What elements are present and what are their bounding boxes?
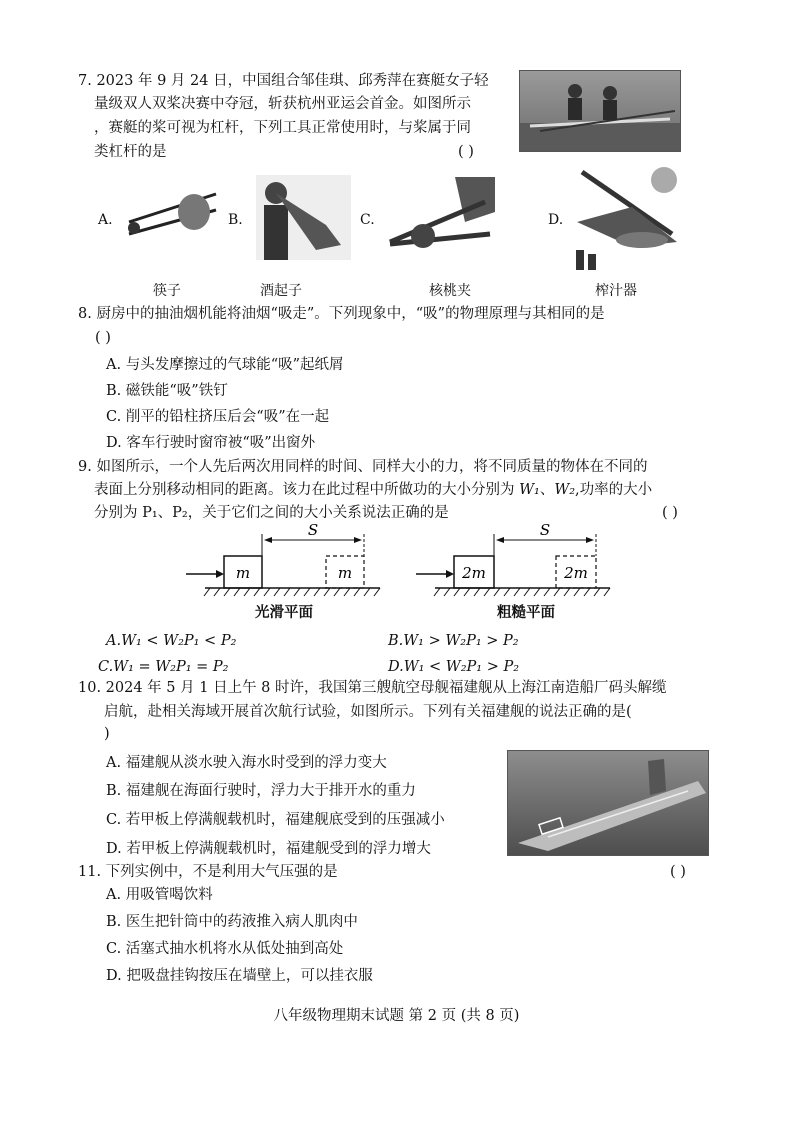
bottle-opener-image — [256, 175, 351, 260]
right-ghost-label: 2m — [564, 564, 588, 582]
q7-option-b-caption: 酒起子 — [260, 283, 302, 299]
q11-line-1: 11. 下列实例中，不是利用大气压强的是 — [78, 864, 338, 880]
q7-option-b-letter: B. — [228, 212, 243, 228]
q7-line-3: ，赛艇的桨可视为杠杆，下列工具正常使用时，与桨属于同 — [94, 120, 471, 136]
q8-option-a: A. 与头发摩擦过的气球能“吸”起纸屑 — [106, 357, 344, 373]
q7-line-2: 量级双人双桨决赛中夺冠，斩获杭州亚运会首金。如图所示 — [94, 96, 471, 112]
q7-line-4: 类杠杆的是 — [94, 144, 167, 160]
q9-option-a: A.W₁ < W₂P₁ < P₂ — [106, 633, 237, 649]
q7-option-a-letter: A. — [98, 212, 113, 228]
q9-answer-paren: ( ) — [662, 505, 678, 521]
q8-answer-paren: ( ) — [95, 330, 111, 346]
q10-option-b: B. 福建舰在海面行驶时，浮力大于排开水的重力 — [106, 783, 416, 799]
q10-option-a: A. 福建舰从淡水驶入海水时受到的浮力变大 — [106, 755, 387, 771]
q11-option-c: C. 活塞式抽水机将水从低处抽到高处 — [106, 941, 344, 957]
right-distance-label: S — [539, 522, 551, 539]
q11-option-a: A. 用吸管喝饮料 — [106, 887, 213, 903]
q11-option-b: B. 医生把针筒中的药液推入病人肌肉中 — [106, 914, 358, 930]
q9-line-2: 表面上分别移动相同的距离。该力在此过程中所做功的大小分别为 W₁、W₂,功率的大小 — [94, 482, 653, 498]
q8-option-c: C. 削平的铅柱挤压后会“吸”在一起 — [106, 409, 330, 425]
q9-line-3: 分别为 P₁、P₂，关于它们之间的大小关系说法正确的是 — [94, 505, 449, 521]
q8-option-d: D. 客车行驶时窗帘被“吸”出窗外 — [106, 435, 316, 451]
right-block-label: 2m — [462, 564, 486, 582]
q9-option-d: D.W₁ < W₂P₁ > P₂ — [388, 659, 520, 675]
q11-option-d: D. 把吸盘挂钩按压在墙壁上，可以挂衣服 — [106, 968, 373, 984]
q8-option-b: B. 磁铁能“吸”铁钉 — [106, 383, 228, 399]
nutcracker-image — [385, 172, 500, 260]
q9-force-diagram — [180, 522, 620, 602]
q10-line-1: 10. 2024 年 5 月 1 日上午 8 时许，我国第三艘航空母舰福建舰从上海江南造船厂码头解缆 — [78, 680, 667, 696]
q9-option-b: B.W₁ > W₂P₁ > P₂ — [388, 633, 519, 649]
q11-answer-paren: ( ) — [670, 864, 686, 880]
aircraft-carrier-photo — [507, 750, 709, 856]
q10-line-2: 启航，赴相关海域开展首次航行试验，如图所示。下列有关福建舰的说法正确的是( — [104, 704, 632, 720]
chopsticks-image — [124, 182, 224, 252]
smooth-surface-label: 光滑平面 — [255, 604, 313, 621]
q9-line-1: 9. 如图所示，一个人先后两次用同样的时间、同样大小的力，将不同质量的物体在不同的 — [78, 459, 648, 475]
q7-option-d-letter: D. — [548, 212, 564, 228]
q9-option-c: C.W₁ = W₂P₁ = P₂ — [98, 659, 229, 675]
q8-line-1: 8. 厨房中的抽油烟机能将油烟“吸走”。下列现象中，“吸”的物理原理与其相同的是 — [78, 306, 605, 322]
q7-line-1: 7. 2023 年 9 月 24 日，中国组合邹佳琪、邱秀萍在赛艇女子轻 — [78, 73, 489, 89]
q7-option-d-caption: 榨汁器 — [595, 283, 637, 299]
q7-option-a-caption: 筷子 — [153, 283, 181, 299]
left-block-label: m — [235, 564, 251, 582]
left-distance-label: S — [307, 522, 319, 539]
juicer-image — [572, 162, 684, 272]
q7-option-c-letter: C. — [360, 212, 375, 228]
rough-surface-label: 粗糙平面 — [497, 604, 555, 621]
left-ghost-label: m — [337, 564, 353, 582]
q7-answer-paren: ( ) — [458, 144, 474, 160]
page-footer: 八年级物理期末试题 第 2 页 (共 8 页) — [273, 1008, 520, 1024]
q7-option-c-caption: 核桃夹 — [429, 283, 471, 299]
rowing-photo — [519, 70, 681, 152]
q10-line-3: ) — [104, 726, 110, 742]
q10-option-c: C. 若甲板上停满舰载机时，福建舰底受到的压强减小 — [106, 812, 445, 828]
q10-option-d: D. 若甲板上停满舰载机时，福建舰受到的浮力增大 — [106, 841, 431, 857]
